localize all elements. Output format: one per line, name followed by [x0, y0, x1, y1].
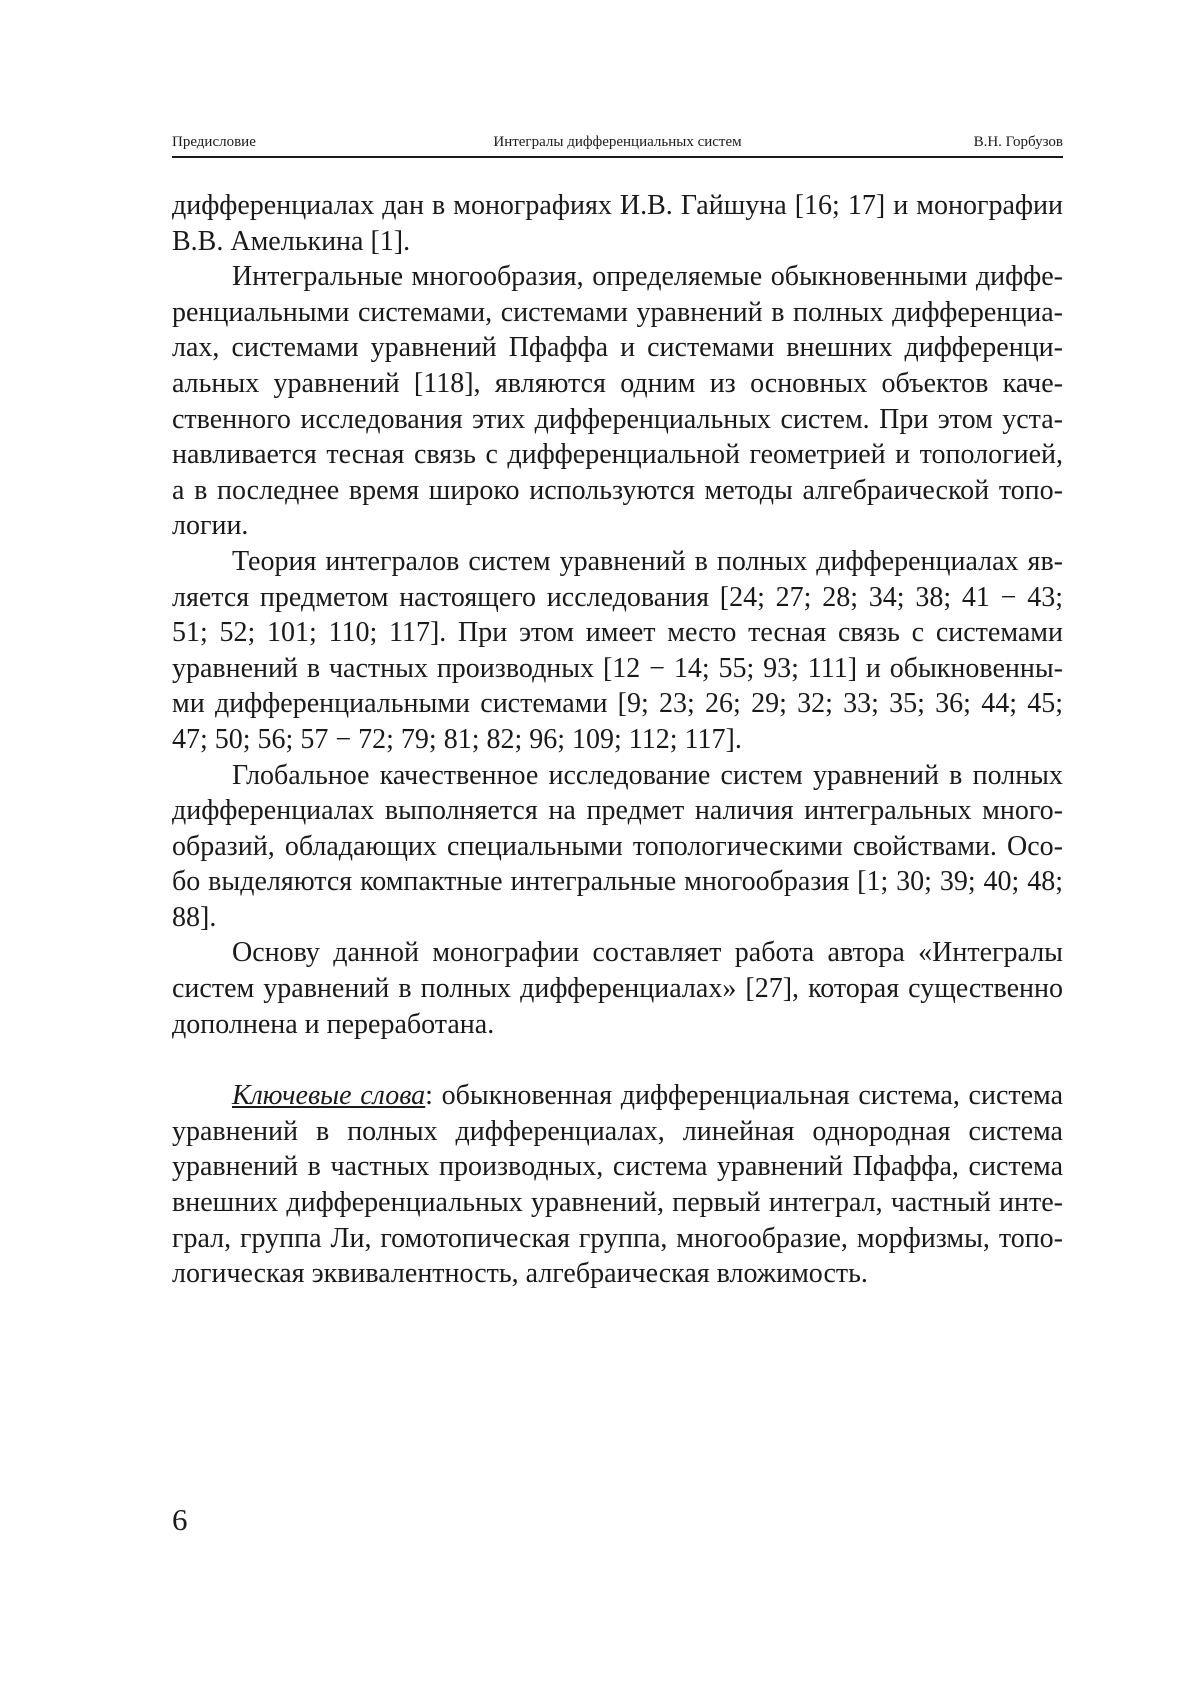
header-author: В.Н. Горбузов: [974, 132, 1063, 152]
page-number: 6: [172, 1500, 188, 1540]
paragraph-continued: диф­фе­рен­ци­а­лах дан в мо­но­гра­фи­ях И.В. Гай­шу­на [16; 17] и мо­но­гра­фии В.В. Амель­ки­на [1].: [172, 188, 1063, 259]
page-body: [172, 188, 1063, 1292]
paragraph-integral-manifolds: Ин­те­граль­ные мно­го­об­ра­зия, опре­де­ля­е­мые обык­но­вен­ны­ми диф­фе­рен­ци­аль­ны­ми си­сте­ма­ми, си­сте­ма­ми урав­не­ний в пол­ных диф­фе­рен­ци­а­лах, си­сте­ма­ми урав­не­ний Пфаф­фа и си­сте­ма­ми внеш­них диф­фе­рен­ци­аль­ных урав­не­ний [118], яв­ля­ют­ся од­ним из ос­нов­ных объ­ек­тов ка­че­ствен­но­го ис­сле­до­ва­ния этих диф­фе­рен­ци­аль­ных си­стем. При этом уста­нав­ли­ва­ет­ся тес­ная связь с диф­фе­рен­ци­аль­ной гео­мет­ри­ей и то­по­ло­ги­ей, а в по­след­нее вре­мя ши­ро­ко ис­поль­зу­ют­ся ме­то­ды ал­геб­ра­и­че­ской то­по­ло­гии.: [172, 259, 1063, 544]
header-section-title: Предисловие: [172, 132, 256, 152]
keywords-text: обык­но­вен­ная диф­фе­рен­ци­аль­ная си­сте­ма, си­сте­ма урав­не­ний в пол­ных диф­фе­рен­ци­а­лах, ли­ней­ная од­но­род­ная си­сте­ма урав­не­ний в част­ных про­из­вод­ных, си­сте­ма урав­не­ний Пфаф­фа, си­сте­ма внеш­них диф­фе­рен­ци­аль­ных урав­не­ний, пер­вый ин­те­грал, част­ный ин­те­грал, груп­па Ли, го­мо­то­пи­че­ская груп­па, мно­го­об­ра­зие, мор­физ­мы, то­по­ло­ги­че­ская эк­ви­ва­лент­ность, ал­геб­ра­и­че­ская вло­жи­мость.: [172, 1080, 1063, 1289]
keywords-separator: :: [425, 1080, 442, 1111]
paragraph-theory-of-integrals: Тео­рия ин­те­гра­лов си­стем урав­не­ний в пол­ных диф­фе­рен­ци­а­лах яв­ля­ет­ся пред­ме­том на­сто­я­ще­го ис­сле­до­ва­ния [24; 27; 28; 34; 38; 41 − 43; 51; 52; 101; 110; 117]. При этом име­ет ме­сто тес­ная связь с си­сте­ма­ми урав­не­ний в част­ных про­из­вод­ных [12 − 14; 55; 93; 111] и обык­но­вен­ны­ми диф­фе­рен­ци­аль­ны­ми си­сте­ма­ми [9; 23; 26; 29; 32; 33; 35; 36; 44; 45; 47; 50; 56; 57 − 72; 79; 81; 82; 96; 109; 112; 117].: [172, 544, 1063, 758]
keywords-paragraph: [172, 1078, 1063, 1292]
keywords-label: Ключевые слова: [232, 1080, 425, 1111]
header-book-title: Интегралы дифференциальных систем: [172, 132, 1063, 152]
paragraph-global-study: Гло­баль­ное ка­че­ствен­ное ис­сле­до­ва­ние си­стем урав­не­ний в пол­ных диф­фе­рен­ци­а­лах вы­пол­ня­ет­ся на пред­мет на­ли­чия ин­те­граль­ных мно­го­об­ра­зий, об­ла­да­ю­щих спе­ци­аль­ны­ми то­по­ло­ги­че­ски­ми свой­ства­ми. Осо­бо вы­де­ля­ют­ся ком­пакт­ные ин­те­граль­ные мно­го­об­ра­зия [1; 30; 39; 40; 48; 88].: [172, 758, 1063, 936]
paragraph-monograph-basis: Ос­но­ву дан­ной мо­но­гра­фии со­став­ля­ет ра­бо­та ав­то­ра «Ин­те­гра­лы си­стем урав­не­ний в пол­ных диф­фе­рен­ци­а­лах» [27], ко­то­рая су­ще­ствен­но до­пол­не­на и пе­ре­ра­бо­та­на.: [172, 935, 1063, 1042]
running-header: [172, 132, 1063, 158]
